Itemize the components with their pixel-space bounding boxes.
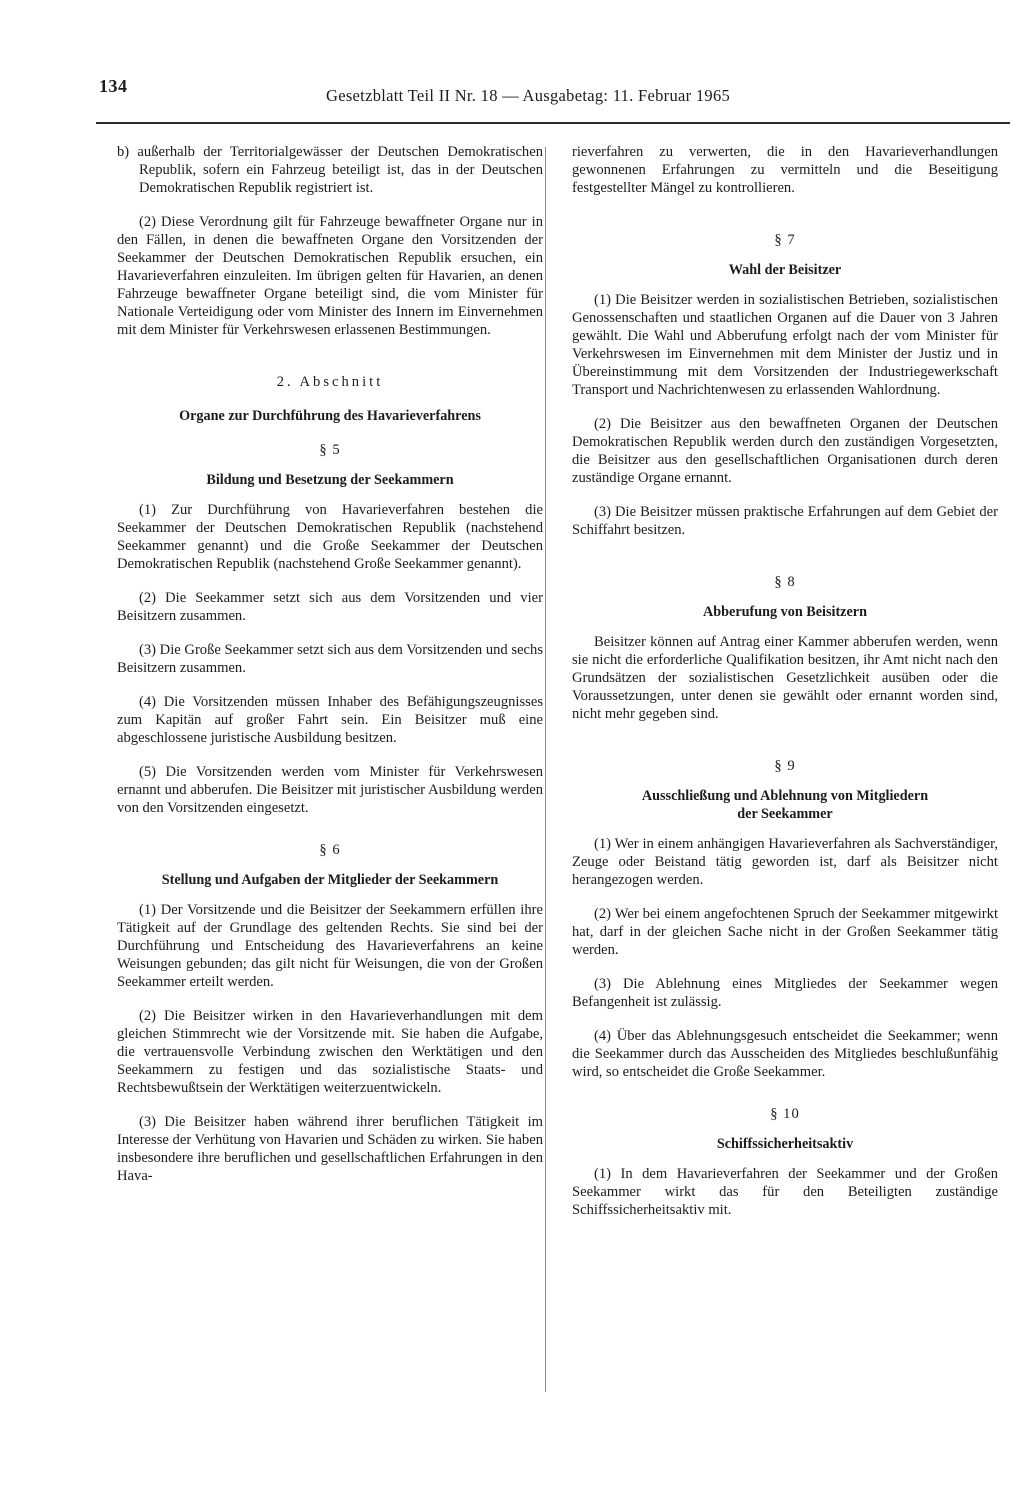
list-item-b: b) außerhalb der Territorialgewässer der Deutschen Demokratischen Republik, sofern ein Fahrzeug beteiligt ist, das in der Deutschen Demokratischen Republik registriert ist. <box>117 144 543 196</box>
section-9-paragraph-4: (4) Über das Ablehnungsgesuch entscheidet die Seekammer; wenn die Seekammer durch das Ausscheiden des Mitgliedes beschlußunfähig wird, so entscheidet die Große Seekammer. <box>572 1028 998 1080</box>
section-10-number: § 10 <box>770 1106 800 1122</box>
header-rule <box>96 122 1010 124</box>
chapter-title: Organe zur Durchführung des Havarieverfahrens <box>179 408 481 424</box>
section-6-number: § 6 <box>319 842 341 858</box>
page-header <box>96 72 1010 124</box>
section-5-title: Bildung und Besetzung der Seekammern <box>206 472 454 488</box>
section-8-title: Abberufung von Beisitzern <box>703 604 867 620</box>
section-9-number: § 9 <box>774 758 796 774</box>
section-7-paragraph-2: (2) Die Beisitzer aus den bewaffneten Organen der Deutschen Demokratischen Republik werden durch den zuständigen Vorgesetzten, die Beisitzer aus den gesellschaftlichen Organisationen durch deren zuständige Organe ernannt. <box>572 416 998 486</box>
section-6-paragraph-1: (1) Der Vorsitzende und die Beisitzer der Seekammern erfüllen ihre Tätigkeit auf der Grundlage des geltenden Rechts. Sie sind bei der Durchführung und Entscheidung des Havarieverfahrens an keine Weisungen gebunden; das gilt nicht für Weisungen, die von der Großen Seekammer erteilt werden. <box>117 902 543 990</box>
section-7-paragraph-3: (3) Die Beisitzer müssen praktische Erfahrungen auf dem Gebiet der Schiffahrt besitzen. <box>572 504 998 538</box>
section-10-title: Schiffssicherheitsaktiv <box>716 1136 854 1152</box>
section-6-title: Stellung und Aufgaben der Mitglieder der Seekammern <box>161 872 499 888</box>
section-5-paragraph-2: (2) Die Seekammer setzt sich aus dem Vorsitzenden und vier Beisitzern zusammen. <box>117 590 543 624</box>
section-6-paragraph-2: (2) Die Beisitzer wirken in den Havarieverhandlungen mit dem gleichen Stimmrecht wie der Vorsitzende mit. Sie haben die Aufgabe, die vertrauensvolle Verbindung zwischen den Werktätigen und den Seekammern zu festigen und das sozialistische Staats- und Rechtsbewußtsein der Werktätigen weiterzuentwickeln. <box>117 1008 543 1096</box>
section-7-paragraph-1: (1) Die Beisitzer werden in sozialistischen Betrieben, sozialistischen Genossenschaften und staatlichen Organen auf die Dauer von 3 Jahren gewählt. Die Wahl und Abberufung erfolgt nach der vom Minister für Verkehrswesen im Einvernehmen mit dem Minister der Justiz und in Übereinstimmung mit dem Vorsitzenden der Industriegewerkschaft Transport und Nachrichtenwesen zu erlassenden Wahlordnung. <box>572 292 998 398</box>
section-6-paragraph-3-continued: rieverfahren zu verwerten, die in den Havarieverhandlungen gewonnenen Erfahrungen zu vermitteln und die Beseitigung festgestellter Mängel zu kontrollieren. <box>572 144 998 196</box>
section-5-paragraph-4: (4) Die Vorsitzenden müssen Inhaber des Befähigungszeugnisses zum Kapitän auf großer Fahrt sein. Ein Beisitzer muß eine abgeschlossene juristische Ausbildung besitzen. <box>117 694 543 746</box>
section-9-paragraph-2: (2) Wer bei einem angefochtenen Spruch der Seekammer mitgewirkt hat, darf in der gleichen Sache nicht in der Großen Seekammer tätig werden. <box>572 906 998 958</box>
section-5-paragraph-3: (3) Die Große Seekammer setzt sich aus dem Vorsitzenden und sechs Beisitzern zusammen. <box>117 642 543 676</box>
section-9-title-line-2: der Seekammer <box>737 806 833 822</box>
right-column <box>572 143 998 1219</box>
chapter-heading: 2. Abschnitt <box>276 374 384 390</box>
section-5-number: § 5 <box>319 442 341 458</box>
running-title: Gesetzblatt Teil II Nr. 18 — Ausgabetag: 11. Februar 1965 <box>326 86 731 105</box>
page-number: 134 <box>99 76 128 96</box>
section-7-title: Wahl der Beisitzer <box>728 262 842 278</box>
section-10-paragraph-1: (1) In dem Havarieverfahren der Seekammer und der Großen Seekammer wirkt das für den Beteiligten zuständige Schiffssicherheitsaktiv mit. <box>572 1166 998 1218</box>
section-8-body: Beisitzer können auf Antrag einer Kammer abberufen werden, wenn sie nicht die erforderliche Qualifikation besitzen, ihr Amt nicht nach den Grundsätzen der sozialistischen Gesetzlichkeit ausüben oder die Voraussetzungen, unter denen sie gewählt oder ernannt worden sind, nicht mehr gegeben sind. <box>572 634 998 722</box>
section-9-paragraph-3: (3) Die Ablehnung eines Mitgliedes der Seekammer wegen Befangenheit ist zulässig. <box>572 976 998 1010</box>
left-column <box>117 143 543 1185</box>
section-8-number: § 8 <box>774 574 796 590</box>
paragraph-4-2: (2) Diese Verordnung gilt für Fahrzeuge bewaffneter Organe nur in den Fällen, in denen die bewaffneten Organe den Vorsitzenden der Seekammer der Deutschen Demokratischen Republik ersuchen, ein Havarieverfahren einzuleiten. Im übrigen gelten für Havarien, an denen Fahrzeuge bewaffneter Organe beteiligt sind, die vom Minister für Nationale Verteidigung oder vom Minister des Innern im Einvernehmen mit dem Minister für Verkehrswesen erlassenen Bestimmungen. <box>117 214 543 338</box>
section-5-paragraph-5: (5) Die Vorsitzenden werden vom Minister für Verkehrswesen ernannt und abberufen. Die Beisitzer mit juristischer Ausbildung werden von den Vorsitzenden eingesetzt. <box>117 764 543 816</box>
section-7-number: § 7 <box>774 232 796 248</box>
section-9-paragraph-1: (1) Wer in einem anhängigen Havarieverfahren als Sachverständiger, Zeuge oder Beistand tätig geworden ist, darf als Beisitzer nicht herangezogen werden. <box>572 836 998 888</box>
column-divider <box>545 147 546 1392</box>
section-5-paragraph-1: (1) Zur Durchführung von Havarieverfahren bestehen die Seekammer der Deutschen Demokratischen Republik (nachstehend Seekammer genannt) und die Große Seekammer der Deutschen Demokratischen Republik (nachstehend Große Seekammer genannt). <box>117 502 543 572</box>
section-9-title-line-1: Ausschließung und Ablehnung von Mitgliedern <box>641 788 929 804</box>
section-6-paragraph-3: (3) Die Beisitzer haben während ihrer beruflichen Tätigkeit im Interesse der Verhütung von Havarien und Schäden zu wirken. Sie haben insbesondere ihre beruflichen und gesellschaftlichen Erfahrungen in den Hava- <box>117 1114 543 1184</box>
